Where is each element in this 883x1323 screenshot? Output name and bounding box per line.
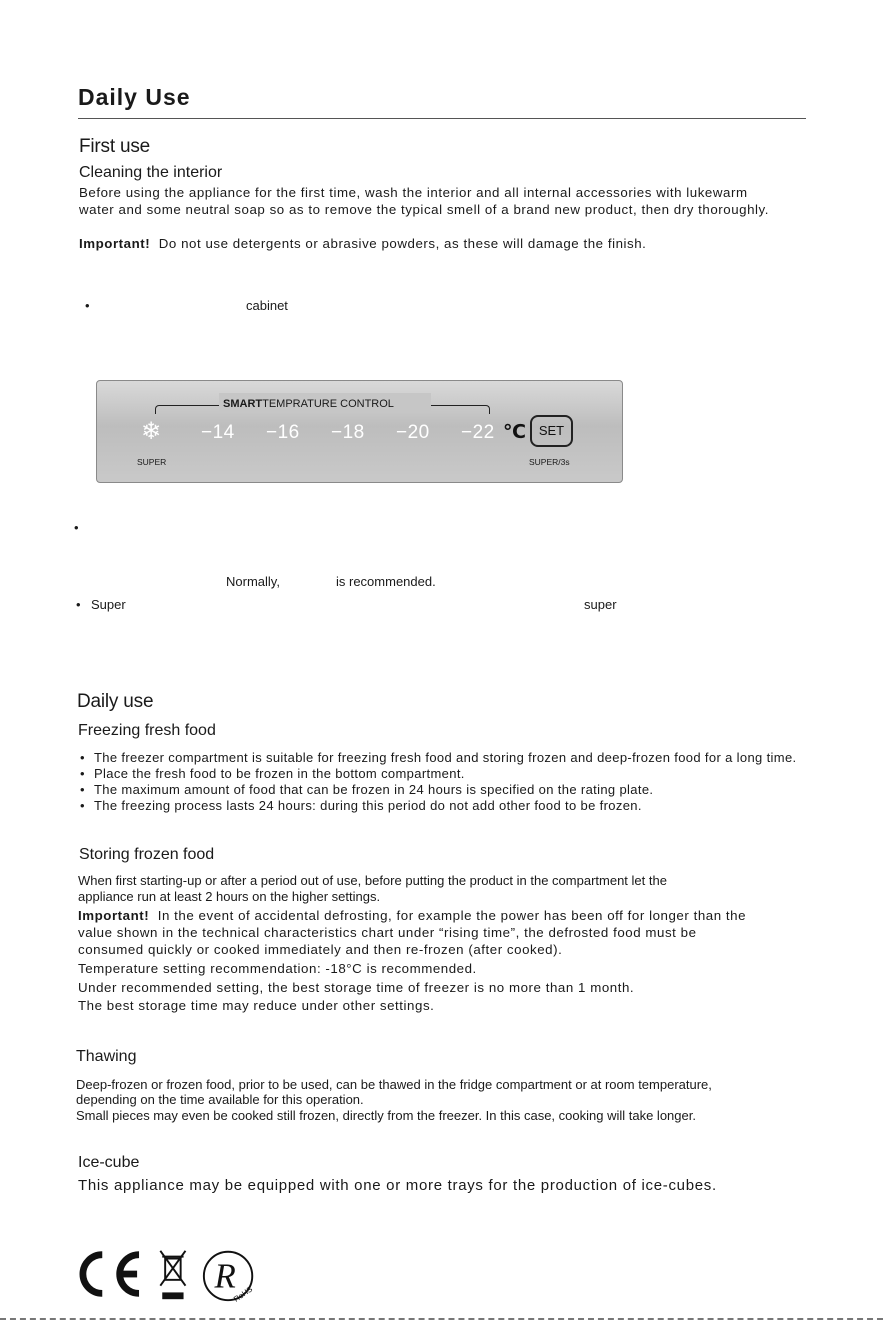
ice-cube-text: This appliance may be equipped with one or more trays for the production of ice-cubes. xyxy=(78,1177,717,1194)
recommended-word: is recommended. xyxy=(336,574,436,589)
list-item-text: The freezer compartment is suitable for freezing fresh food and storing frozen and deep-frozen food for a long time. xyxy=(94,750,797,765)
storing-important-text: In the event of accidental defrosting, for example the power has been off for longer than the xyxy=(157,908,747,923)
temperature-control-panel xyxy=(96,380,623,483)
important-note xyxy=(79,235,646,252)
cleaning-text-line-2: water and some neutral soap so as to remove the typical smell of a brand new product, then dry thoroughly. xyxy=(79,202,769,217)
cleaning-interior-heading: Cleaning the interior xyxy=(79,164,223,181)
storage-reduce-note: The best storage time may reduce under other settings. xyxy=(78,998,435,1013)
smart-control-label xyxy=(223,398,394,410)
storing-important-line-2: value shown in the technical characteristics chart under “rising time”, the defrosted food must be xyxy=(78,925,697,940)
svg-text:RoHS: RoHS xyxy=(232,1284,255,1304)
list-item-text: The maximum amount of food that can be frozen in 24 hours is specified on the rating plate. xyxy=(94,782,654,797)
super-label: SUPER xyxy=(137,457,167,467)
super-word: Super xyxy=(91,597,126,612)
celsius-unit: ℃ xyxy=(503,422,527,443)
snowflake-icon: ❄ xyxy=(141,418,162,445)
thawing-text-line-1: Deep-frozen or frozen food, prior to be used, can be thawed in the fridge compartment or at room temperature, xyxy=(76,1077,712,1092)
storing-important-line-3: consumed quickly or cooked immediately and then re-frozen (after cooked). xyxy=(78,942,563,957)
bullet-dot: • xyxy=(76,597,81,612)
cabinet-word: cabinet xyxy=(246,298,288,313)
temp-option: −18 xyxy=(331,422,365,443)
bullet-dot: • xyxy=(74,520,79,535)
important-label: Important! xyxy=(79,236,151,251)
ice-cube-heading: Ice-cube xyxy=(78,1154,140,1171)
list-item: • The maximum amount of food that can be frozen in 24 hours is specified on the rating plate. xyxy=(80,782,654,797)
title-divider xyxy=(78,118,806,119)
storing-heading: Storing frozen food xyxy=(79,846,215,863)
temp-option: −22 xyxy=(461,422,495,443)
svg-text:R: R xyxy=(214,1256,236,1296)
super-word-right: super xyxy=(584,597,617,612)
cleaning-text-line-1: Before using the appliance for the first time, wash the interior and all internal accessories with lukewarm xyxy=(79,185,748,200)
thawing-heading: Thawing xyxy=(76,1048,137,1065)
list-item: • The freezing process lasts 24 hours: during this period do not add other food to be frozen. xyxy=(80,798,642,813)
important-label: Important! xyxy=(78,908,150,923)
important-text: Do not use detergents or abrasive powders, as these will damage the finish. xyxy=(158,236,647,251)
crossed-out-wheelie-bin-icon xyxy=(160,1251,185,1298)
first-use-heading: First use xyxy=(79,136,151,157)
bullet-dot: • xyxy=(85,298,90,313)
page-title: Daily Use xyxy=(78,84,191,110)
page-bottom-edge xyxy=(0,1318,883,1320)
temp-option: −16 xyxy=(266,422,300,443)
daily-use-heading: Daily use xyxy=(77,691,154,712)
temp-recommendation: Temperature setting recommendation: -18°C is recommended. xyxy=(78,961,477,976)
thawing-text-line-3: Small pieces may even be cooked still frozen, directly from the freezer. In this case, cooking will take longer. xyxy=(76,1108,696,1123)
temp-option: −20 xyxy=(396,422,430,443)
ce-mark-icon xyxy=(83,1255,139,1294)
freezing-heading: Freezing fresh food xyxy=(78,722,216,739)
storing-text-line-2: appliance run at least 2 hours on the higher settings. xyxy=(78,889,381,904)
list-item-text: The freezing process lasts 24 hours: during this period do not add other food to be frozen. xyxy=(94,798,642,813)
thawing-text-line-2: depending on the time available for this operation. xyxy=(76,1092,364,1107)
list-item-text: Place the fresh food to be frozen in the bottom compartment. xyxy=(94,766,465,781)
normally-word: Normally, xyxy=(226,574,280,589)
freezing-list xyxy=(78,750,806,814)
set-button[interactable]: SET xyxy=(530,415,573,447)
smart-label-bold: SMART xyxy=(223,398,263,410)
certification-marks xyxy=(70,1245,270,1305)
best-storage-time: Under recommended setting, the best storage time of freezer is no more than 1 month. xyxy=(78,980,635,995)
rohs-mark-icon xyxy=(204,1252,254,1304)
storing-important-line-1 xyxy=(78,907,746,924)
super-3s-label: SUPER/3s xyxy=(529,457,570,467)
list-item: • The freezer compartment is suitable for freezing fresh food and storing frozen and deep-frozen food for a long time. xyxy=(80,750,797,765)
storing-text-line-1: When first starting-up or after a period out of use, before putting the product in the compartment let the xyxy=(78,873,667,888)
smart-label-rest: TEMPRATURE CONTROL xyxy=(262,398,394,410)
list-item: • Place the fresh food to be frozen in the bottom compartment. xyxy=(80,766,465,781)
temp-option: −14 xyxy=(201,422,235,443)
